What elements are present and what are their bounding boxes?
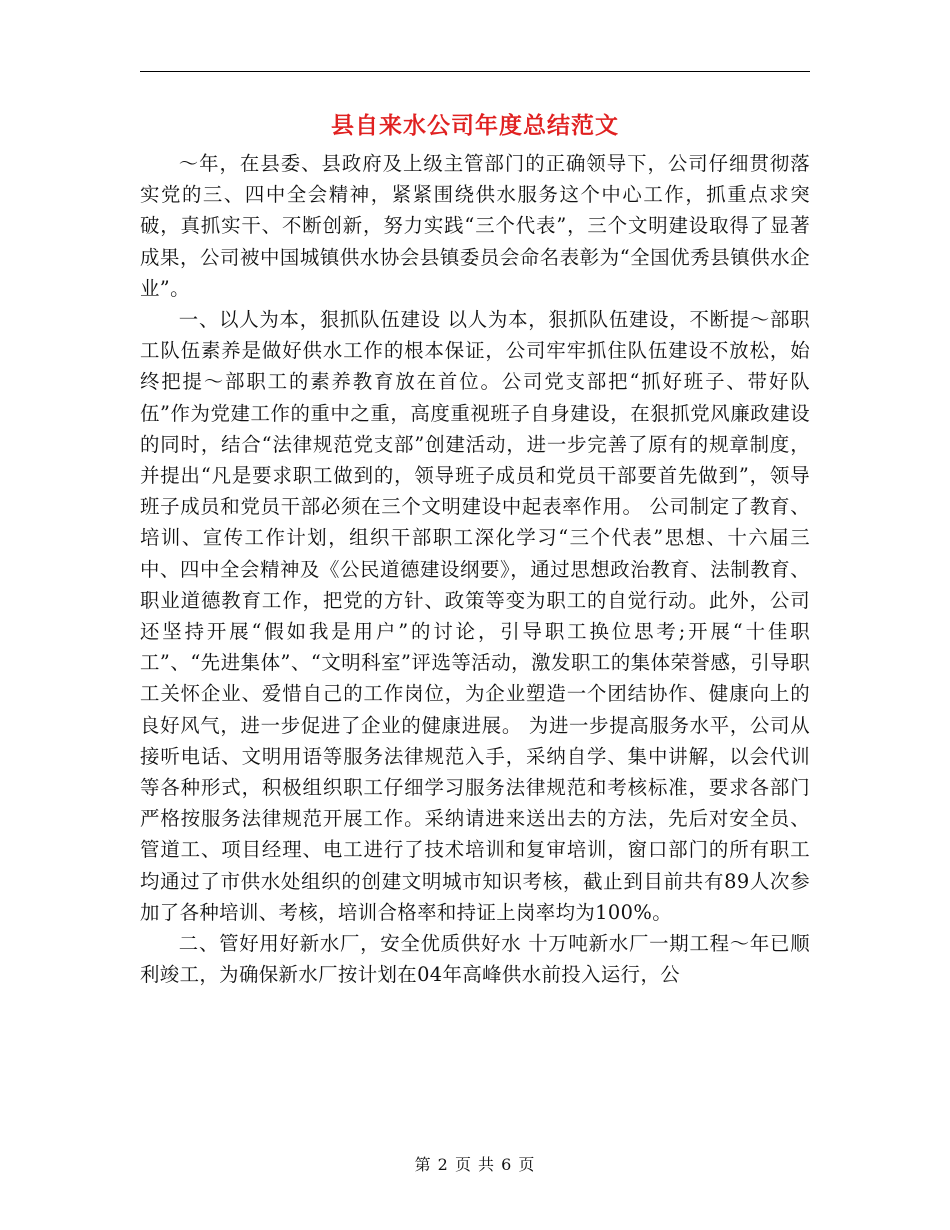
document-body <box>140 148 810 990</box>
paragraph-intro: ～年，在县委、县政府及上级主管部门的正确领导下，公司仔细贯彻落实党的三、四中全会精神，紧紧围绕供水服务这个中心工作，抓重点求突破，真抓实干、不断创新，努力实践“三个代表”，三个文明建设取得了显著成果，公司被中国城镇供水协会县镇委员会命名表彰为“全国优秀县镇供水企业”。 <box>140 152 810 300</box>
page-number: 第 2 页 共 6 页 <box>414 1155 536 1174</box>
paragraph-section-two: 二、管好用好新水厂，安全优质供好水 十万吨新水厂一期工程～年已顺利竣工，为确保新水厂按计划在04年高峰供水前投入运行，公 <box>140 932 810 987</box>
paragraph-section-one: 一、以人为本，狠抓队伍建设 以人为本，狠抓队伍建设，不断提～部职工队伍素养是做好供水工作的根本保证，公司牢牢抓住队伍建设不放松，始终把提～部职工的素养教育放在首位。公司党支部把“抓好班子、带好队伍”作为党建工作的重中之重，高度重视班子自身建设，在狠抓党风廉政建设的同时，结合“法律规范党支部”创建活动，进一步完善了原有的规章制度，并提出“凡是要求职工做到的，领导班子成员和党员干部要首先做到”，领导班子成员和党员干部必须在三个文明建设中起表率作用。 公司制定了教育、培训、宣传工作计划，组织干部职工深化学习“三个代表”思想、十六届三中、四中全会精神及《公民道德建设纲要》，通过思想政治教育、法制教育、职业道德教育工作，把党的方针、政策等变为职工的自觉行动。此外，公司还坚持开展“假如我是用户”的讨论，引导职工换位思考;开展“十佳职工”、“先进集体”、“文明科室”评选等活动，激发职工的集体荣誉感，引导职工关怀企业、爱惜自己的工作岗位，为企业塑造一个团结协作、健康向上的良好风气，进一步促进了企业的健康进展。 为进一步提高服务水平，公司从接听电话、文明用语等服务法律规范入手，采纳自学、集中讲解，以会代训等各种形式，积极组织职工仔细学习服务法律规范和考核标准，要求各部门严格按服务法律规范开展工作。采纳请进来送出去的方法，先后对安全员、管道工、项目经理、电工进行了技术培训和复审培训，窗口部门的所有职工均通过了市供水处组织的创建文明城市知识考核，截止到目前共有89人次参加了各种培训、考核，培训合格率和持证上岗率均为100%。 <box>140 308 810 924</box>
document-title: 县自来水公司年度总结范文 <box>331 112 619 139</box>
header-rule <box>140 71 810 72</box>
